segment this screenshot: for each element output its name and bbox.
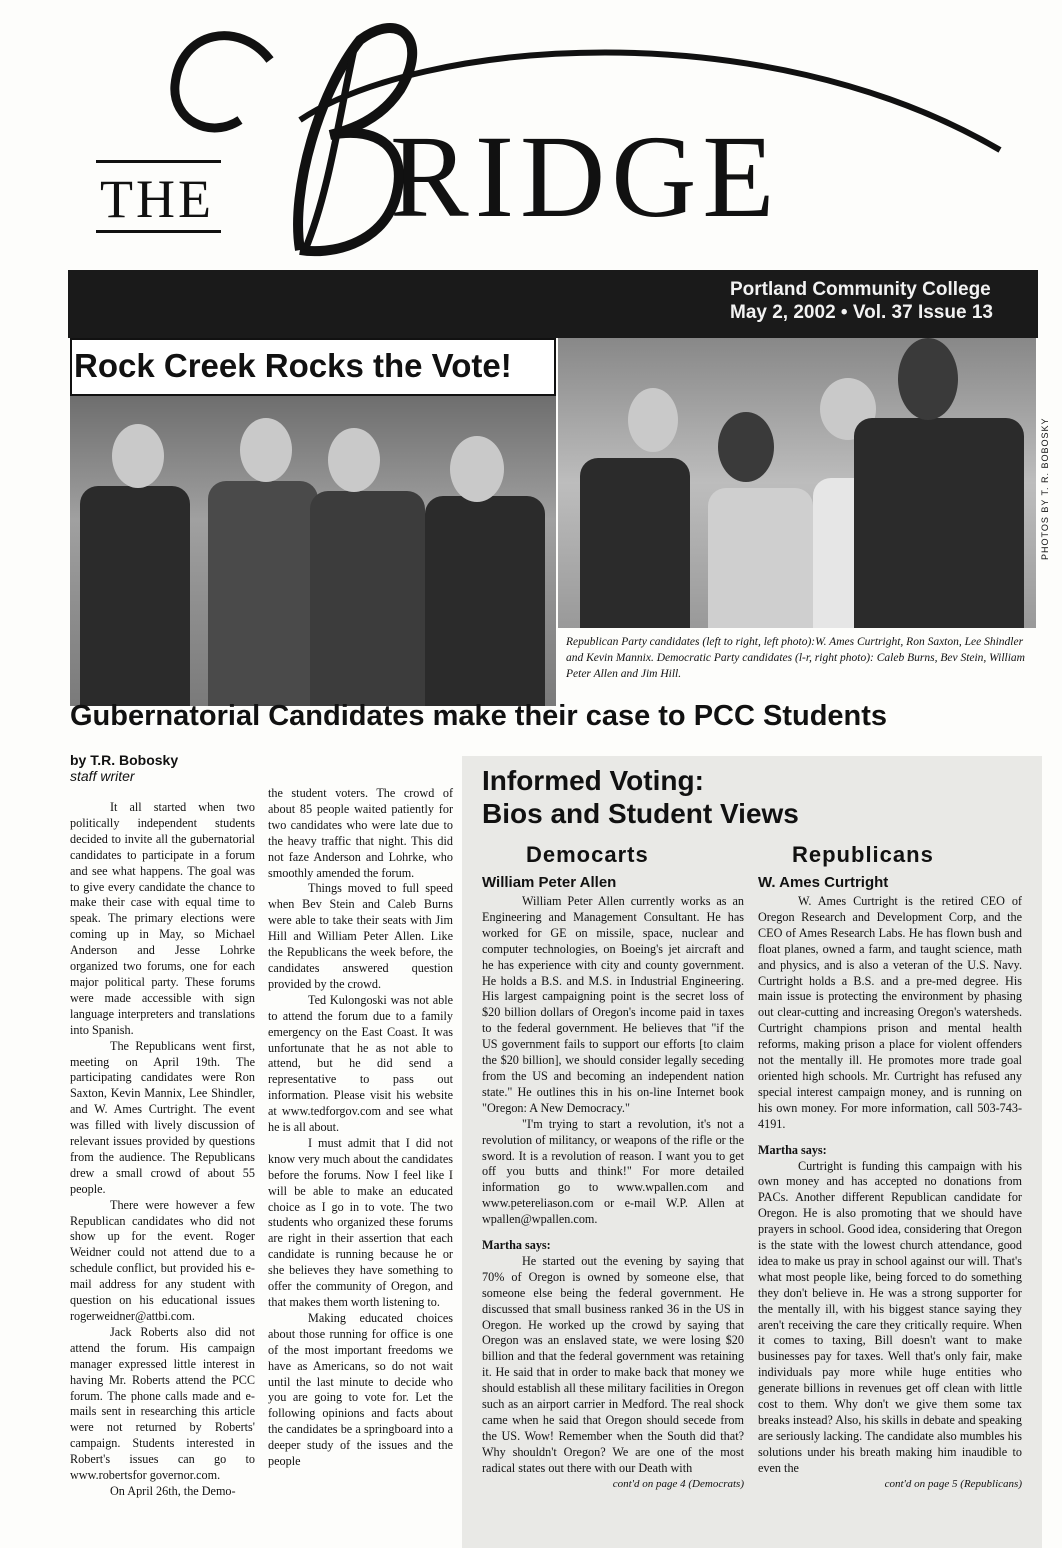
paragraph: W. Ames Curtright is the retired CEO of Oregon Research and Development Corp, and the CEO of Ames Research Labs. He has flown bush and float planes, owned a farm, and taught science, math and physics, and is also a veteran of the U.S. Navy. Curtright holds a B.S. and a pre-med degree. His main issue is protecting the environment by phasing out clear-cutting and increasing Oregon's watersheds. Curtright champions prison and mental health reforms, making prison a place for violent offenders not the mentally ill. He promotes more trade goal oriented high schools. Mr. Curtright has refused any special interest campaign money, and is running on his own money. For more information, call 503-743-4191. bbox=[758, 894, 1022, 1131]
photo-credit: PHOTOS BY T. R. BOBOSKY bbox=[1040, 417, 1050, 560]
masthead-name: RIDGE bbox=[390, 111, 781, 242]
continued-note: cont'd on page 5 (Republicans) bbox=[884, 1477, 1022, 1490]
paragraph: I must admit that I did not know very much about the candidates before the forums. Now I feel like I will be able to make an educated choice as I go in to vote. The two students who organized these forums are right in their assertion that each candidate is running because he or she believes they have something to offer the community of Oregon, and that makes them worth listening to. bbox=[268, 1135, 453, 1309]
the-rule-bottom bbox=[96, 230, 221, 233]
martha-says-label: Martha says: bbox=[482, 1238, 551, 1253]
paragraph: On April 26th, the Demo- bbox=[110, 1483, 236, 1498]
paragraph: It all started when two politically independent students decided to invite all the gubernatorial candidates to participate in a forum and see what happens. The goal was to give every candidate the chance to make their case with equal time to speak. The primary elections were coming up in May, so Michael Anderson and Jesse Lohrke organized two forums, one for each major political party. These forums were made accessible with sign language interpreters and translations into Spanish. bbox=[70, 800, 255, 1037]
paragraph: Things moved to full speed when Bev Stein and Caleb Burns were able to take their seats with Jim Hill and William Peter Allen. Like the Republicans the week before, the candidates answered question provided by the crowd. bbox=[268, 881, 453, 991]
paragraph: He started out the evening by saying that 70% of Oregon is owned by someone else, that someone else being the federal government. He discussed that small business ranked 36 in the US in Oregon. He worked up the crowd by saying that Oregon was an enslaved state, we were losing $20 billion and that the federal government was retaining it. He said that in order to make back that money we should establish all these military facilities in Oregon such as an airport carrier in Medford. The real shock came when he said that Oregon should secede from the US. Wow! Remember when the South did that? Why shouldn't Oregon? We are one of the most radical states out there with our Death with bbox=[482, 1253, 744, 1475]
paragraph: There were however a few Republican candidates who did not show up for the event. Roger Weidner could not attend due to a schedule conflict, but provided his e-mail address for any student with question on his educational issues rogerweidner@attbi.com. bbox=[70, 1197, 255, 1323]
democrat-column bbox=[482, 894, 744, 1493]
democrats-label: Democarts bbox=[526, 842, 649, 867]
article-column-1 bbox=[70, 800, 255, 1500]
paragraph: "I'm trying to start a revolution, it's not a revolution of militancy, or weapons of the rifle or the sword. It is a revolution of reason. I want you to get off you butts and think!" For more detailed information go to www.wpallen.com and www.petereliason.com or e-mail W.P. Allen at wpallen@wpallen.com. bbox=[482, 1116, 744, 1227]
paragraph: William Peter Allen currently works as an Engineering and Management Consultant. He has worked for GE on missile, space, nuclear and computer technologies, on Boeing's jet aircraft and he has experience with city and county government. He holds a B.S. and M.S. in Industrial Engineering. His largest campaigning point is the secret loss of $20 billion dollars of Oregon's income paid in taxes to the federal government. He believes that "if the US government fails to support our efforts [to claim the $20 billion], we should consider legally seceding from the US and becoming an independent nation state." He outlines this in his on-line Internet book "Oregon: A New Democracy." bbox=[482, 894, 744, 1115]
paragraph: Curtright is funding this campaign with his own money and has accepted no donations from PACs. Another different Republican candidate for Oregon. He is also promoting that we should have prayers in school. Good idea, considering that Oregon is the state with the lowest church attendance, good idea to make us pray in school against our will. That's what most people like, being forced to do something they don't believe in. He was a strong supporter for the mentally ill, with his biggest stance saying they aren't receiving the care they critically require. When it comes to taxing, Bill doesn't want to make businesses pay for taxes. Well that's only fair, make individuals pay more while huge entities who generate billions in revenues get off clean with little cost to them. Why don't we give them some tax breaks instead? Also, his skills in debate and speaking are seriously lacking. The candidate also mumbles his solutions under his breath making him inaudible to even the bbox=[758, 1158, 1022, 1475]
paragraph: Jack Roberts also did not attend the forum. His campaign manager expressed little interest in having Mr. Roberts attend the PCC forum. The phone calls made and e-mails sent in researching this article were not returned by Roberts' campaign. Students interested in Robert's issues can go to www.robertsfor governor.com. bbox=[70, 1324, 255, 1483]
the-rule-top bbox=[96, 160, 221, 163]
republican-column bbox=[758, 894, 1022, 1493]
martha-says-label: Martha says: bbox=[758, 1142, 827, 1157]
byline-role: staff writer bbox=[70, 768, 135, 784]
issue-date: May 2, 2002 • Vol. 37 Issue 13 bbox=[730, 302, 993, 323]
masthead bbox=[0, 0, 1062, 270]
paragraph: Ted Kulongoski was not able to attend the forum due to a family emergency on the East Coast. It was unfortunate that he as not able to attend, but he did send a representative to pass out information. Please visit his website at www.tedforgov.com and see what he is all about. bbox=[268, 992, 453, 1135]
masthead-the: THE bbox=[100, 169, 214, 229]
top-story-headline: Rock Creek Rocks the Vote! bbox=[70, 338, 556, 396]
sidebar-headline-line-2: Bios and Student Views bbox=[482, 798, 799, 829]
sidebar-headline-line-1: Informed Voting: bbox=[482, 765, 704, 796]
sidebar-headline bbox=[482, 764, 1022, 830]
republicans-label: Republicans bbox=[792, 842, 934, 867]
article-column-2 bbox=[268, 786, 453, 1470]
democrat-candidate-name: William Peter Allen bbox=[482, 874, 617, 891]
article-headline: Gubernatorial Candidates make their case to PCC Students bbox=[70, 700, 888, 732]
paragraph: The Republicans went first, meeting on April 19th. The participating candidates were Ron Saxton, Kevin Mannix, Lee Shindler, and W. Ames Curtright. The event was filled with lively discussion of relevant issues provided by questions from the audience. The Republicans drew a small crowd of about 55 people. bbox=[70, 1038, 255, 1196]
photo-caption: Republican Party candidates (left to right, left photo):W. Ames Curtright, Ron Saxton, Lee Shindler and Kevin Mannix. Democratic Party candidates (l-r, right photo): Caleb Burns, Bev Stein, William Peter Allen and Jim Hill. bbox=[566, 636, 1025, 680]
paragraph: the student voters. The crowd of about 85 people waited patiently for two candidates who were late due to the heavy traffic that night. This did not faze Anderson and Lohrke, who smoothly amended the forum. bbox=[268, 786, 453, 880]
continued-note: cont'd on page 4 (Democrats) bbox=[612, 1477, 744, 1490]
photo-democratic-candidates bbox=[558, 338, 1036, 628]
college-name: Portland Community College bbox=[730, 279, 991, 300]
paragraph: Making educated choices about those running for office is one of the most important freedoms we have as Americans, so do not wait until the last minute to decide who you are going to vote for. Let the following opinions and facts about the candidates be a springboard into a deeper study of the issues and the people bbox=[268, 1310, 453, 1469]
republican-candidate-name: W. Ames Curtright bbox=[758, 874, 889, 891]
photo-republican-candidates bbox=[70, 396, 556, 706]
byline: by T.R. Bobosky bbox=[70, 752, 179, 768]
